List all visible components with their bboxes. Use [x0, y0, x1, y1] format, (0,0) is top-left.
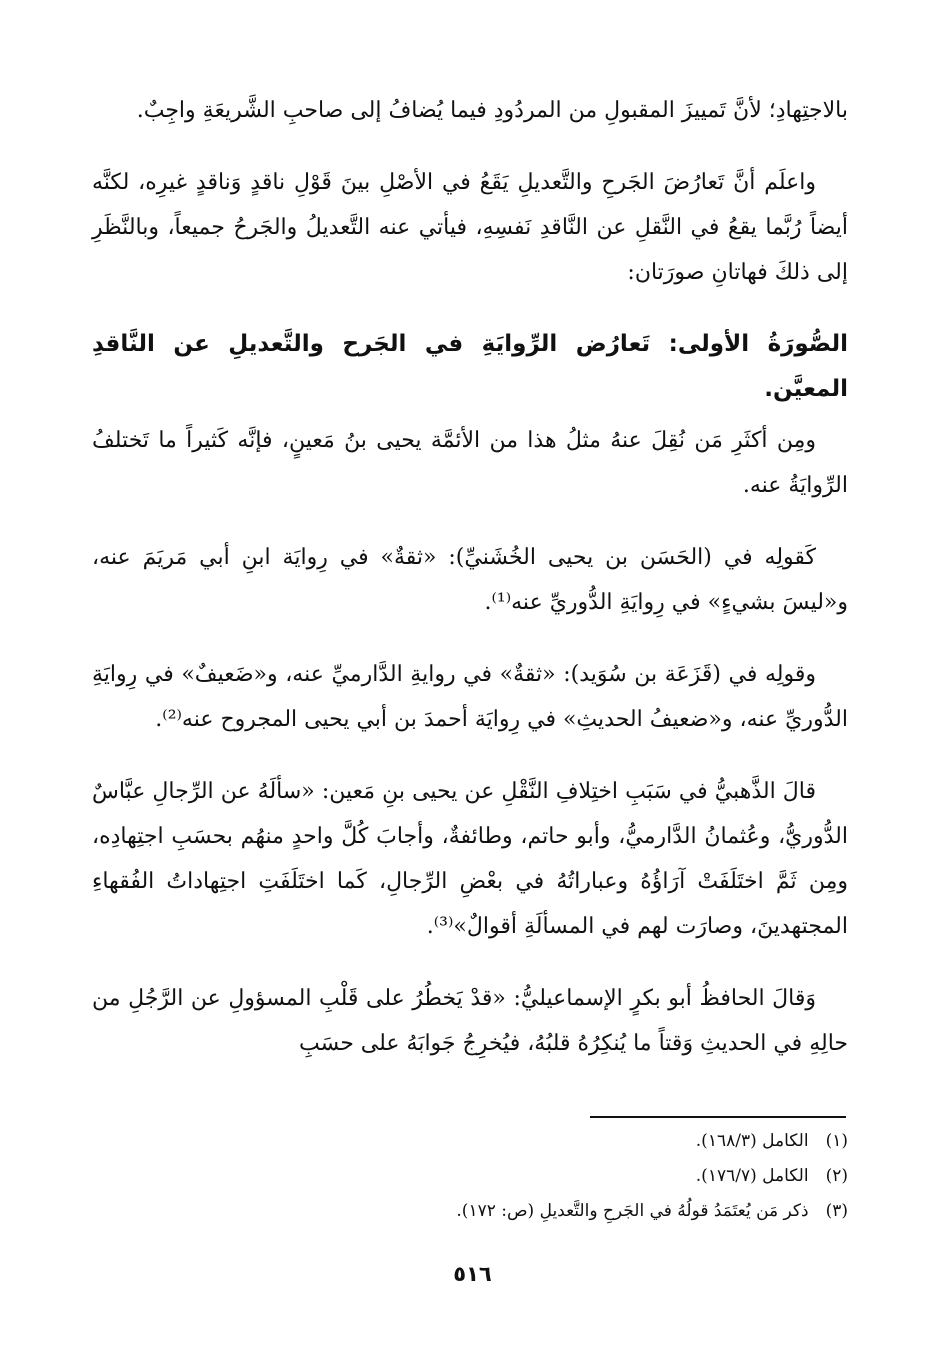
paragraph-4: كَقولِه في (الحَسَن بن يحيى الخُشَنيِّ): «ثقةٌ» في رِوايَة ابنِ أبي مَريَمَ عنه، و«ليسَ بشيءٍ» في رِوايَةِ الدُّوريِّ عنه⁽¹⁾.	[92, 545, 848, 615]
footnote-separator	[590, 1116, 846, 1118]
paragraph-6: قالَ الذَّهبيُّ في سَبَبِ اختِلافِ النَّقْلِ عن يحيى بنِ مَعين: «سألَهُ عن الرِّجالِ عبَّاسٌ الدُّوريُّ، وعُثمانُ الدَّارميُّ، وأبو حاتم، وطائفةٌ، وأجابَ كُلَّ واحدٍ منهُم بحسَبِ اجتِهادِه، ومِن ثَمَّ اختَلَفَتْ آرَاؤُهُ وعباراتُهُ في بعْضِ الرِّجالِ، كَما اختَلَفَتِ اجتِهاداتُ الفُقهاءِ المجتهدينَ، وصارَت لهم في المسألَةِ أقوالٌ»⁽³⁾.	[92, 779, 848, 939]
page-number: ٥١٦	[453, 1262, 492, 1286]
paragraph-7: وَقالَ الحافظُ أبو بكرٍ الإسماعيليُّ: «قدْ يَخطُرُ على قَلْبِ المسؤولِ عن الرَّجُلِ من حالِهِ في الحديثِ وَقتاً ما يُنكِرُهُ قلبُهُ، فيُخرِجُ جَوابَهُ على حسَبِ	[92, 986, 848, 1056]
section-heading: الصُّورَةُ الأولى: تَعارُض الرِّوايَةِ في الجَرح والتَّعديلِ عن النَّاقدِ المعيَّن.	[92, 331, 848, 402]
paragraph-1: بالاجتِهادِ؛ لأنَّ تَمييزَ المقبولِ من المردُودِ فيما يُضافُ إلى صاحبِ الشَّريعَةِ واجِبٌ.	[136, 98, 848, 123]
footnote-item	[92, 1124, 848, 1159]
footnote-text: ذكر مَن يُعتَمَدُ قولُهُ في الجَرحِ والتَّعديلِ (ص: ١٧٢).	[456, 1201, 809, 1221]
footnote-text: الكامل (١٧٦/٧).	[695, 1166, 809, 1186]
footnote-number: (٣)	[825, 1201, 848, 1221]
footnote-item	[92, 1194, 848, 1229]
footnotes	[92, 1124, 848, 1229]
page-body	[92, 88, 848, 1093]
footnote-number: (١)	[825, 1131, 848, 1151]
paragraph-2: واعلَم أنَّ تَعارُضَ الجَرحِ والتَّعديلِ يَقَعُ في الأصْلِ بينَ قَوْلِ ناقدٍ وَناقدٍ غيرِه، لكنَّه أيضاً رُبَّما يقعُ في النَّقلِ عن النَّاقدِ نَفسِهِ، فيأتي عنه التَّعديلُ والجَرحُ جميعاً، وبالنَّظَرِ إلى ذلكَ فهاتانِ صورَتان:	[92, 170, 848, 285]
footnote-text: الكامل (١٦٨/٣).	[695, 1131, 809, 1151]
paragraph-3: ومِن أكثَرِ مَن نُقِلَ عنهُ مثلُ هذا من الأئمَّة يحيى بنُ مَعينٍ، فإنَّه كَثيراً ما تَختلفُ الرِّوايَةُ عنه.	[92, 428, 848, 498]
paragraph-5: وقولِه في (قَزَعَة بن سُوَيد): «ثقةٌ» في روايةِ الدَّارميِّ عنه، و«ضَعيفٌ» في رِوايَةِ الدُّوريِّ عنه، و«ضعيفُ الحديثِ» في رِوايَة أحمدَ بن أبي يحيى المجروح عنه⁽²⁾.	[92, 662, 848, 732]
footnote-number: (٢)	[825, 1166, 848, 1186]
footnote-item	[92, 1159, 848, 1194]
